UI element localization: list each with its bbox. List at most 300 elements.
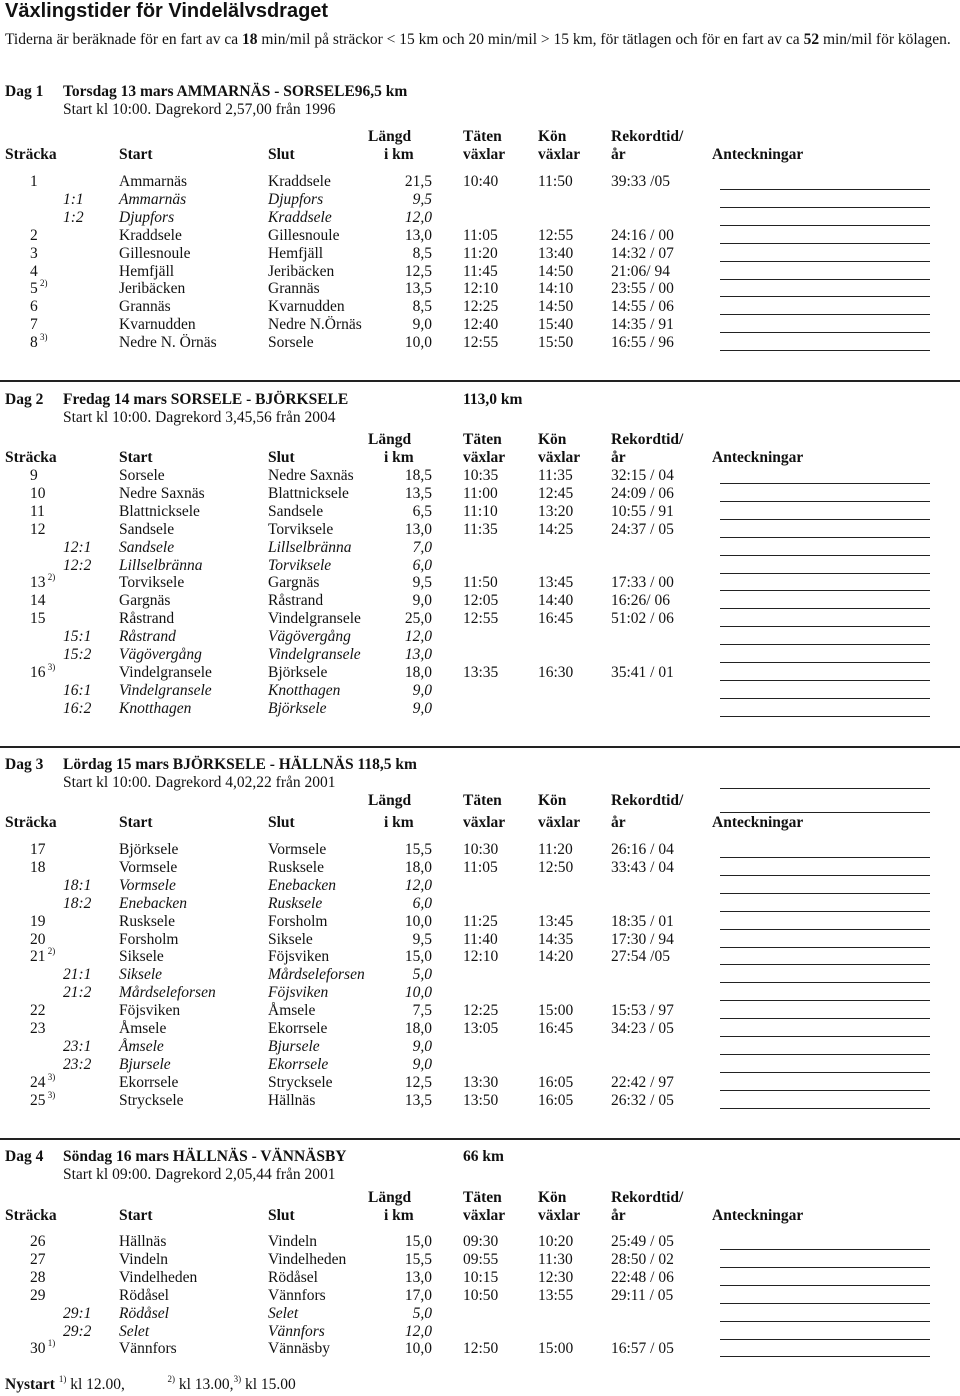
note-line[interactable] [720, 1339, 930, 1340]
leg-number: 16:2 [63, 699, 92, 717]
restart-note: Nystart $^{1)}$ kl 12.00, $^{2)}$ kl 13.00,$^{3)}$ kl 15.00 [5, 1374, 296, 1393]
leg-km: 15,0 [404, 948, 432, 966]
lead-time: 12:25 [463, 298, 499, 316]
leg-start: Grannäs [119, 298, 171, 316]
leg-km: 9,5 [412, 190, 432, 208]
leg-end: Föjsviken [268, 948, 330, 966]
leg-end: Kvarnudden [268, 298, 345, 316]
record-time: 39:33 /05 [611, 173, 670, 190]
note-line[interactable] [720, 279, 930, 280]
note-line[interactable] [720, 501, 930, 502]
tail-time: 11:30 [538, 1250, 573, 1268]
col-header-record: Rekordtid/ [611, 1189, 684, 1206]
col-header-tail: Kön [538, 1189, 567, 1206]
leg-start: Hällnäs [119, 1233, 167, 1250]
leg-number: 9 [30, 467, 38, 484]
leg-number: 21:2 [63, 984, 92, 1002]
col-header-end: Slut [268, 814, 295, 831]
record-time: 14:55 / 06 [611, 298, 674, 316]
note-line[interactable] [720, 590, 930, 591]
record-time: 35:41 / 01 [611, 663, 674, 681]
record-time: 22:42 / 97 [611, 1073, 674, 1091]
day-title: Fredag 14 mars SORSELE - BJÖRKSELE [63, 391, 349, 408]
leg-start: Strycksele [119, 1091, 184, 1109]
tail-time: 11:50 [538, 173, 573, 190]
day-distance: 113,0 km [463, 391, 523, 408]
page-title: Växlingstider för Vindelälvsdraget [5, 0, 329, 22]
leg-end: Sorsele [268, 334, 314, 352]
leg-start: Hemfjäll [119, 262, 175, 280]
lead-time: 12:50 [463, 1340, 499, 1358]
leg-km: 7,5 [412, 1002, 432, 1020]
note-line[interactable] [720, 680, 930, 681]
record-time: 51:02 / 06 [611, 610, 674, 628]
leg-end: Vännäsby [268, 1340, 330, 1358]
leg-end: Vindelheden [268, 1250, 347, 1268]
leg-end: Föjsviken [268, 984, 329, 1002]
tail-time: 14:25 [538, 520, 574, 538]
col-header-end: Slut [268, 1207, 295, 1224]
leg-end: Ekorrsele [268, 1020, 328, 1037]
note-line[interactable] [720, 573, 930, 574]
note-line[interactable] [720, 911, 930, 912]
note-line[interactable] [720, 243, 930, 244]
note-line[interactable] [720, 1267, 930, 1268]
record-time: 15:53 / 97 [611, 1002, 674, 1020]
leg-number: 18:1 [63, 876, 92, 894]
lead-time: 11:05 [463, 226, 498, 244]
leg-start: Råstrand [119, 610, 175, 628]
note-line[interactable] [720, 207, 930, 208]
record-time: 14:32 / 07 [611, 244, 674, 262]
day-title: Torsdag 13 mars AMMARNÄS - SORSELE96,5 km [63, 83, 408, 100]
leg-km: 9,5 [412, 574, 432, 592]
leg-number: 16:1 [63, 681, 92, 699]
col-header-notes: Anteckningar [712, 146, 804, 163]
leg-km: 13,0 [404, 520, 432, 538]
leg-number: 21:1 [63, 966, 92, 984]
note-line[interactable] [720, 537, 930, 538]
leg-end: Vännfors [268, 1286, 326, 1304]
leg-start: Vormsele [119, 876, 176, 894]
note-line[interactable] [720, 947, 930, 948]
leg-start: Kraddsele [119, 226, 182, 244]
leg-km: 18,0 [404, 1020, 432, 1037]
note-line[interactable] [720, 261, 930, 262]
leg-end: Strycksele [268, 1073, 333, 1091]
leg-km: 9,0 [412, 699, 432, 717]
leg-end: Vindelgransele [268, 646, 361, 663]
note-line[interactable] [720, 350, 930, 351]
leg-end: Knotthagen [268, 681, 341, 699]
day-title: Söndag 16 mars HÄLLNÄS - VÄNNÄSBY [63, 1148, 347, 1165]
leg-end: Vindeln [268, 1233, 318, 1250]
tail-time: 12:45 [538, 484, 574, 502]
leg-number: 17 [30, 841, 46, 858]
leg-start: Rusksele [119, 912, 175, 930]
leg-end: Enebacken [268, 876, 336, 894]
leg-start: Vindelheden [119, 1268, 198, 1286]
lead-time: 12:10 [463, 948, 499, 966]
note-line[interactable] [720, 1000, 930, 1001]
tail-time: 16:05 [538, 1073, 574, 1091]
col-header-notes: Anteckningar [712, 814, 804, 831]
note-line[interactable] [720, 296, 930, 297]
leg-number: 19 [30, 912, 46, 930]
leg-km: 17,0 [404, 1286, 432, 1304]
tail-time: 14:40 [538, 592, 574, 610]
tail-time: 14:20 [538, 948, 574, 966]
leg-km: 10,0 [404, 912, 432, 930]
record-time: 28:50 / 02 [611, 1250, 674, 1268]
leg-km: 5,0 [412, 966, 432, 984]
note-line[interactable] [720, 857, 930, 858]
lead-time: 11:40 [463, 930, 498, 948]
record-time: 16:55 / 96 [611, 334, 674, 352]
tail-time: 15:50 [538, 334, 574, 352]
note-line[interactable] [720, 555, 930, 556]
note-line[interactable] [720, 1072, 930, 1073]
note-line[interactable] [720, 964, 930, 965]
day-record: Start kl 10:00. Dagrekord 4,02,22 från 2001 [63, 774, 336, 791]
leg-start: Forsholm [119, 930, 179, 948]
record-time: 33:43 / 04 [611, 858, 674, 876]
note-line[interactable] [720, 716, 930, 717]
leg-km: 6,5 [412, 502, 432, 520]
col-header-tail-exchange: växlar [538, 146, 581, 163]
leg-number: 29 [30, 1286, 46, 1304]
tail-time: 14:10 [538, 280, 574, 298]
day-label: Dag 3 [5, 756, 44, 773]
leg-number: 24 $^{3)}$ [30, 1071, 56, 1091]
record-time: 25:49 / 05 [611, 1233, 674, 1250]
col-header-leg: Sträcka [5, 449, 57, 466]
leg-km: 18,0 [404, 858, 432, 876]
col-header-leg: Sträcka [5, 1207, 57, 1224]
leg-start: Nedre N. Örnäs [119, 334, 217, 352]
leg-end: Djupfors [268, 190, 324, 208]
tail-time: 13:45 [538, 912, 574, 930]
leg-start: Vindelgransele [119, 663, 212, 681]
note-line[interactable] [720, 483, 930, 484]
leg-km: 13,5 [404, 1091, 432, 1109]
note-line[interactable] [720, 788, 930, 789]
lead-time: 12:05 [463, 592, 499, 610]
leg-km: 10,0 [404, 984, 432, 1002]
leg-km: 12,0 [404, 208, 432, 226]
record-time: 24:16 / 00 [611, 226, 674, 244]
leg-start: Djupfors [119, 208, 175, 226]
leg-km: 15,0 [404, 1233, 432, 1250]
leg-start: Kvarnudden [119, 316, 196, 334]
col-header-length: Längd [368, 431, 412, 448]
note-line[interactable] [720, 1285, 930, 1286]
leg-km: 7,0 [412, 538, 432, 556]
leg-km: 12,0 [404, 1322, 432, 1340]
leg-number: 1:2 [63, 208, 84, 226]
note-line[interactable] [720, 1356, 930, 1357]
leg-start: Selet [119, 1322, 150, 1340]
leg-start: Ammarnäs [119, 173, 188, 190]
col-header-notes: Anteckningar [712, 1207, 804, 1224]
leg-start: Blattnicksele [119, 502, 200, 520]
leg-start: Åmsele [119, 1020, 167, 1037]
day-label: Dag 2 [5, 391, 44, 408]
leg-start: Enebacken [119, 894, 187, 912]
record-time: 26:16 / 04 [611, 841, 674, 858]
leg-start: Vindeln [119, 1250, 169, 1268]
lead-time: 11:50 [463, 574, 498, 592]
col-header-lead-exchange: växlar [463, 146, 506, 163]
record-time: 18:35 / 01 [611, 912, 674, 930]
col-header-end: Slut [268, 146, 295, 163]
leg-number: 20 [30, 930, 46, 948]
leg-number: 18 [30, 858, 46, 876]
leg-number: 30 $^{1)}$ [30, 1338, 56, 1358]
record-time: 22:48 / 06 [611, 1268, 674, 1286]
leg-number: 13 $^{2)}$ [30, 572, 56, 592]
leg-number: 15:2 [63, 646, 92, 663]
record-time: 21:06/ 94 [611, 262, 670, 280]
col-header-km: i km [384, 814, 414, 831]
record-time: 34:23 / 05 [611, 1020, 674, 1037]
tail-time: 16:05 [538, 1091, 574, 1109]
col-header-lead: Täten [463, 431, 502, 448]
tail-time: 10:20 [538, 1233, 574, 1250]
leg-start: Åmsele [119, 1037, 164, 1055]
day-label: Dag 1 [5, 83, 44, 100]
col-header-start: Start [119, 146, 153, 163]
leg-number: 12 [30, 520, 46, 538]
tail-time: 11:20 [538, 841, 573, 858]
leg-end: Ekorrsele [268, 1055, 329, 1073]
leg-number: 28 [30, 1268, 46, 1286]
leg-end: Nedre N.Örnäs [268, 316, 362, 334]
note-line[interactable] [720, 626, 930, 627]
leg-number: 12:1 [63, 538, 92, 556]
leg-start: Råstrand [119, 628, 176, 646]
leg-end: Sandsele [268, 502, 324, 520]
leg-start: Rödåsel [119, 1304, 169, 1322]
note-line[interactable] [720, 608, 930, 609]
note-line[interactable] [720, 225, 930, 226]
leg-end: Rusksele [268, 894, 323, 912]
leg-end: Vägövergång [268, 628, 351, 646]
tail-time: 14:35 [538, 930, 574, 948]
note-line[interactable] [720, 662, 930, 663]
col-header-length: Längd [368, 128, 412, 145]
leg-km: 13,5 [404, 280, 432, 298]
leg-end: Åmsele [268, 1002, 316, 1020]
leg-start: Föjsviken [119, 1002, 181, 1020]
leg-start: Lillselbränna [119, 556, 203, 574]
col-header-record: Rekordtid/ [611, 431, 684, 448]
leg-number: 23:1 [63, 1037, 92, 1055]
col-header-km: i km [384, 449, 414, 466]
leg-start: Vännfors [119, 1340, 177, 1358]
leg-number: 8 $^{3)}$ [30, 332, 48, 352]
note-line[interactable] [720, 812, 930, 813]
record-time: 24:37 / 05 [611, 520, 674, 538]
lead-time: 09:55 [463, 1250, 499, 1268]
record-time: 32:15 / 04 [611, 467, 674, 484]
leg-start: Sorsele [119, 467, 165, 484]
lead-time: 12:55 [463, 334, 499, 352]
leg-end: Björksele [268, 699, 327, 717]
leg-start: Ekorrsele [119, 1073, 179, 1091]
leg-end: Selet [268, 1304, 299, 1322]
note-line[interactable] [720, 1249, 930, 1250]
leg-start: Rödåsel [119, 1286, 169, 1304]
leg-km: 13,5 [404, 484, 432, 502]
leg-km: 12,0 [404, 628, 432, 646]
leg-number: 5 $^{2)}$ [30, 278, 48, 298]
note-line[interactable] [720, 893, 930, 894]
lead-time: 11:05 [463, 858, 498, 876]
leg-number: 16 $^{3)}$ [30, 661, 56, 681]
leg-end: Hällnäs [268, 1091, 316, 1109]
leg-number: 11 [30, 502, 45, 520]
leg-end: Rusksele [268, 858, 324, 876]
leg-start: Vormsele [119, 858, 178, 876]
leg-number: 22 [30, 1002, 46, 1020]
leg-start: Sandsele [119, 538, 175, 556]
tail-time: 12:55 [538, 226, 574, 244]
lead-time: 11:20 [463, 244, 498, 262]
note-line[interactable] [720, 1090, 930, 1091]
tail-time: 12:30 [538, 1268, 574, 1286]
tail-time: 13:20 [538, 502, 574, 520]
leg-start: Siksele [119, 966, 163, 984]
leg-start: Mårdseleforsen [119, 984, 216, 1002]
note-line[interactable] [720, 875, 930, 876]
note-line[interactable] [720, 1303, 930, 1304]
tail-time: 16:30 [538, 663, 574, 681]
day-separator [0, 746, 960, 748]
leg-km: 9,0 [412, 1055, 432, 1073]
col-header-record: Rekordtid/ [611, 128, 684, 145]
lead-time: 11:10 [463, 502, 498, 520]
leg-end: Vindelgransele [268, 610, 361, 628]
col-header-year: år [611, 449, 626, 466]
note-line[interactable] [720, 644, 930, 645]
col-header-record: Rekordtid/ [611, 792, 684, 809]
leg-km: 12,5 [404, 1073, 432, 1091]
leg-km: 18,5 [404, 467, 432, 484]
col-header-start: Start [119, 814, 153, 831]
tail-time: 13:55 [538, 1286, 574, 1304]
leg-end: Jeribäcken [268, 262, 335, 280]
day-label: Dag 4 [5, 1148, 44, 1165]
leg-start: Vägövergång [119, 646, 202, 663]
leg-km: 10,0 [404, 1340, 432, 1358]
note-line[interactable] [720, 1036, 930, 1037]
tail-time: 15:00 [538, 1002, 574, 1020]
leg-end: Bjursele [268, 1037, 320, 1055]
leg-end: Kraddsele [268, 173, 331, 190]
tail-time: 15:40 [538, 316, 574, 334]
leg-end: Rödåsel [268, 1268, 318, 1286]
tail-time: 15:00 [538, 1340, 574, 1358]
note-line[interactable] [720, 982, 930, 983]
leg-start: Sandsele [119, 520, 175, 538]
lead-time: 10:35 [463, 467, 499, 484]
note-line[interactable] [720, 1321, 930, 1322]
leg-start: Vindelgransele [119, 681, 212, 699]
col-header-lead: Täten [463, 1189, 502, 1206]
record-time: 29:11 / 05 [611, 1286, 674, 1304]
leg-start: Torviksele [119, 574, 185, 592]
col-header-length: Längd [368, 1189, 412, 1206]
leg-number: 4 [30, 262, 38, 280]
col-header-notes: Anteckningar [712, 449, 804, 466]
leg-end: Siksele [268, 930, 313, 948]
leg-start: Gillesnoule [119, 244, 191, 262]
note-line[interactable] [720, 698, 930, 699]
leg-km: 21,5 [404, 173, 432, 190]
lead-time: 12:10 [463, 280, 499, 298]
leg-end: Forsholm [268, 912, 328, 930]
leg-number: 14 [30, 592, 46, 610]
lead-time: 13:35 [463, 663, 499, 681]
leg-km: 6,0 [412, 556, 432, 574]
note-line[interactable] [720, 1054, 930, 1055]
leg-number: 26 [30, 1233, 46, 1250]
note-line[interactable] [720, 929, 930, 930]
leg-number: 23 [30, 1020, 46, 1037]
leg-end: Mårdseleforsen [268, 966, 365, 984]
record-time: 27:54 /05 [611, 948, 670, 966]
note-line[interactable] [720, 1108, 930, 1109]
col-header-km: i km [384, 146, 414, 163]
leg-km: 10,0 [404, 334, 432, 352]
day-record: Start kl 10:00. Dagrekord 3,45,56 från 2004 [63, 409, 336, 426]
note-line[interactable] [720, 519, 930, 520]
lead-time: 11:45 [463, 262, 498, 280]
leg-end: Lillselbränna [268, 538, 352, 556]
leg-km: 5,0 [412, 1304, 432, 1322]
leg-start: Gargnäs [119, 592, 171, 610]
leg-end: Vormsele [268, 841, 327, 858]
col-header-lead-exchange: växlar [463, 449, 506, 466]
record-time: 24:09 / 06 [611, 484, 674, 502]
day-distance: 66 km [463, 1148, 504, 1165]
leg-end: Blattnicksele [268, 484, 349, 502]
lead-time: 13:50 [463, 1091, 499, 1109]
note-line[interactable] [720, 314, 930, 315]
note-line[interactable] [720, 1018, 930, 1019]
lead-time: 10:30 [463, 841, 499, 858]
leg-number: 3 [30, 244, 38, 262]
leg-km: 12,5 [404, 262, 432, 280]
leg-start: Jeribäcken [119, 280, 186, 298]
leg-end: Torviksele [268, 556, 332, 574]
tail-time: 14:50 [538, 298, 574, 316]
leg-km: 9,0 [412, 316, 432, 334]
leg-end: Grannäs [268, 280, 320, 298]
leg-number: 1 [30, 173, 38, 190]
leg-km: 8,5 [412, 298, 432, 316]
note-line[interactable] [720, 189, 930, 190]
leg-start: Bjursele [119, 1055, 171, 1073]
note-line[interactable] [720, 332, 930, 333]
record-time: 16:26/ 06 [611, 592, 670, 610]
leg-number: 21 $^{2)}$ [30, 946, 56, 966]
col-header-leg: Sträcka [5, 814, 57, 831]
leg-start: Ammarnäs [119, 190, 187, 208]
leg-number: 12:2 [63, 556, 92, 574]
leg-number: 1:1 [63, 190, 84, 208]
